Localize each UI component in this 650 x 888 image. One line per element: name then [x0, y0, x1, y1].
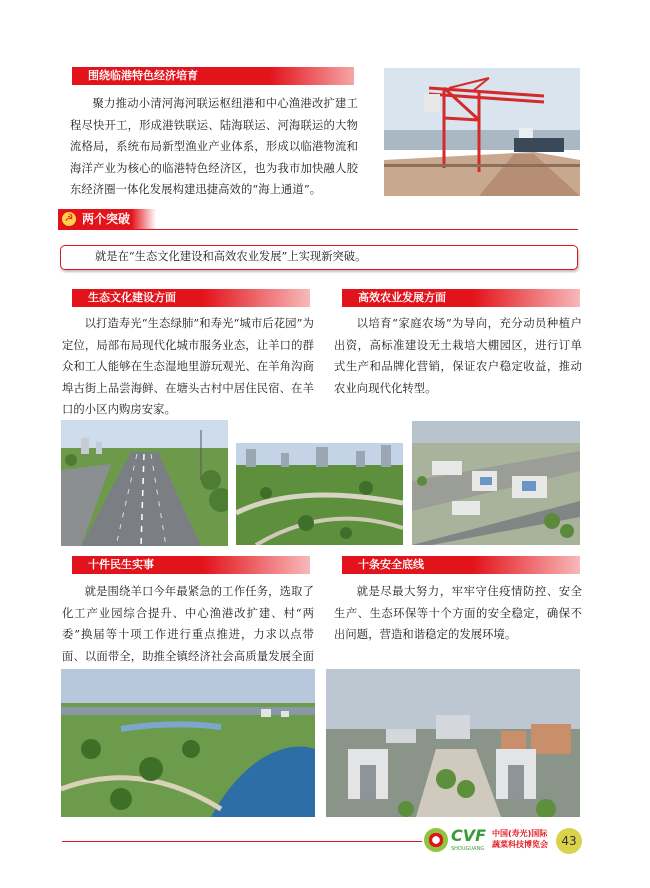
- agri-paragraph: 以培育“家庭农场”为导向，充分动员种植户出资，高标准建设无土栽培大棚园区，进行订单式生产和品牌化营销，保证农户稳定收益，推动农业向现代化转型。: [334, 317, 582, 395]
- projects-paragraph: 就是围绕羊口今年最紧急的工作任务，选取了化工产业园综合提升、中心渔港改扩建、村“两委”换届等十项工作进行重点推进，力求以点带面、以面带全，助推全镇经济社会高质量发展全面: [62, 585, 314, 663]
- port-crane-photo: [384, 68, 580, 196]
- section-heading-safety: 十条安全底线: [342, 556, 580, 574]
- section-heading-projects: 十件民生实事: [72, 556, 310, 574]
- expo-logo-text: CVF: [451, 826, 487, 845]
- expo-logo-subtext: SHOUGUANG: [451, 846, 485, 852]
- breakthrough-rule: [58, 229, 578, 230]
- breakthrough-summary: 就是在“生态文化建设和高效农业发展”上实现新突破。: [95, 250, 367, 263]
- section-heading-agri: 高效农业发展方面: [342, 289, 580, 307]
- breakthrough-summary-box: [60, 245, 578, 270]
- breakthrough-title-block: [58, 209, 156, 229]
- page-number: 43: [561, 834, 577, 848]
- port-paragraph: 聚力推动小清河海河联运枢纽港和中心渔港改扩建工程尽快开工，形成港铁联运、陆海联运、河海联运的大物流格局，系统布局新型渔业产业体系，形成以临港物流和海洋产业为核心的临港特色经济区，也为我市加快融人胶东经济圈一体化发展构建迅捷高效的“海上通道”。: [70, 97, 358, 196]
- page-number-badge: [556, 828, 582, 854]
- safety-paragraph: 就是尽最大努力，牢牢守住疫情防控、安全生产、生态环保等十个方面的安全稳定，确保不出问题，营造和谐稳定的发展环境。: [334, 585, 582, 641]
- town-plaza-aerial-photo: [326, 669, 580, 817]
- expo-name-line2: 蔬菜科技博览会: [492, 840, 548, 849]
- section-heading-port: 围绕临港特色经济培育: [72, 67, 354, 85]
- wetland-park-aerial-photo: [61, 669, 315, 817]
- expo-flower-icon: [424, 828, 448, 852]
- section-heading-eco: 生态文化建设方面: [72, 289, 310, 307]
- party-emblem-icon: ☭: [62, 212, 76, 226]
- expo-logo: [424, 826, 554, 858]
- breakthrough-title: 两个突破: [82, 212, 131, 226]
- expo-name-line1: 中国(寿光)国际: [492, 829, 548, 838]
- road-photo: [61, 420, 228, 546]
- footer-rule: [62, 841, 422, 842]
- eco-paragraph: 以打造寿光“生态绿肺”和寿光“城市后花园”为定位，局部布局现代化城市服务业态，让羊口的群众和工人能够在生态湿地里游玩观光、在羊角沟商埠古街上品尝海鲜、在塘头古村中居住民宿、在羊口的小区内购房安家。: [62, 317, 314, 416]
- industrial-park-aerial-photo: [412, 421, 580, 545]
- park-aerial-photo: [236, 443, 403, 545]
